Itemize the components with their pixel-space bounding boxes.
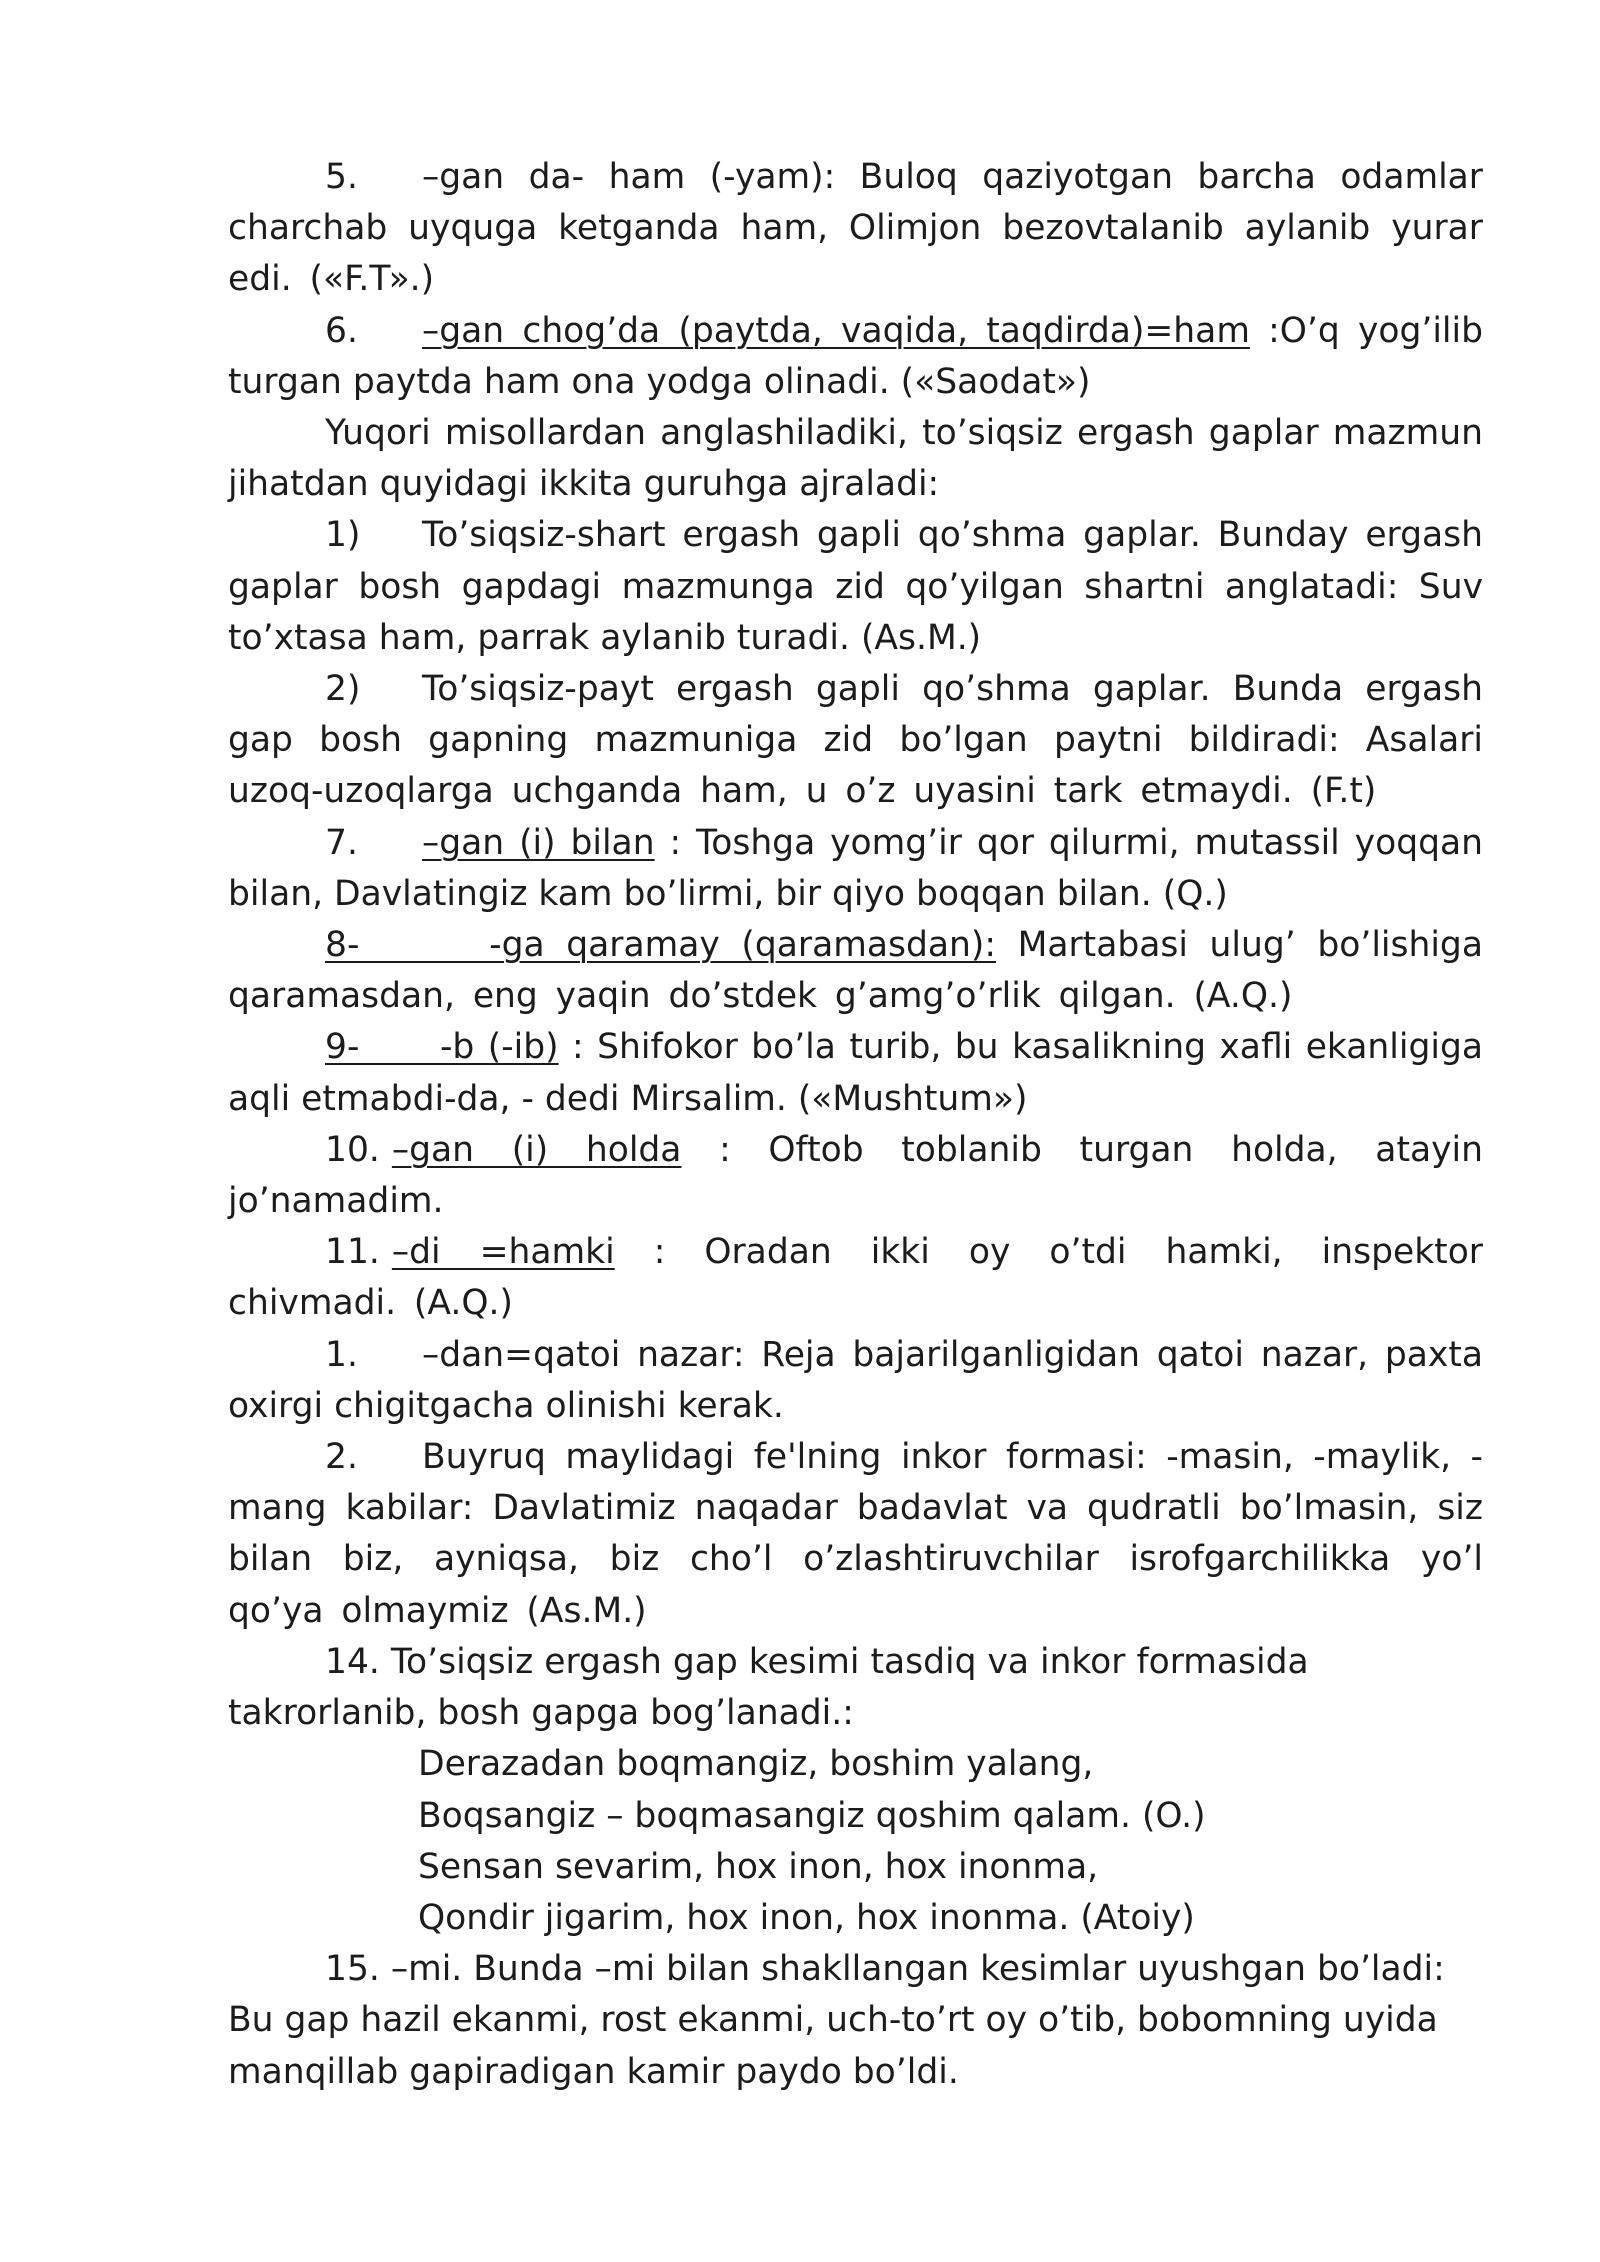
item-number: 6. [325, 310, 358, 351]
document-page [228, 152, 1483, 2098]
paragraph-item-13 [228, 1432, 1483, 1637]
poem-block [228, 1739, 1483, 1944]
paragraph-item-14: 14. To’siqsiz ergash gap kesimi tasdiq va inkor formasida takrorlanib, bosh gapga bog’lanadi.: [228, 1641, 1309, 1734]
poem-line: Boqsangiz – boqmasangiz qoshim qalam. (O.) [418, 1795, 1206, 1836]
item-text: : Toshga yomg’ir qor qilurmi, mutassil yoqqan bilan, Davlatingiz kam bo’lirmi, bir qiyo boqqan bilan. (Q.) [228, 822, 1484, 914]
paragraph-item-11 [228, 1227, 1483, 1329]
paragraph-item-12 [228, 1330, 1483, 1432]
item-text: Buyruq maylidagi fe'lning inkor formasi: -masin, -maylik, -mang kabilar: Davlatimiz naqadar badavlat va qudratli bo’lmasin, siz bilan biz, ayniqsa, biz cho’l o’zlashtiruvchilar isrofgarchilikka yo’l qo’ya olmaymiz (As.M.) [228, 1437, 1483, 1631]
item-number: 5. [325, 157, 358, 197]
paragraph-item-9 [228, 1022, 1483, 1124]
paragraph-item-10 [228, 1125, 1483, 1227]
item-number: 7. [325, 822, 358, 863]
item-number: 10. [325, 1129, 380, 1170]
poem-line: Qondir jigarim, hox inon, hox inonma. (Atoiy) [418, 1897, 1195, 1938]
item-text: –gan da- ham (-yam): Buloq qaziyotgan barcha odamlar charchab uyquga ketganda ham, Olimjon bezovtalanib aylanib yurar edi. («F.T».) [228, 157, 1483, 300]
item-number: 1. [325, 1334, 358, 1375]
group-item-1 [228, 510, 1483, 664]
paragraph-item-7 [228, 818, 1483, 920]
paragraph-item-15: 15. –mi. Bunda –mi bilan shakllangan kesimlar uyushgan bo’ladi: Bu gap hazil ekanmi, rost ekanmi, uch-to’rt oy o’tib, bobomning uyida manqillab gapiradigan kamir paydo bo’ldi. [228, 1949, 1445, 2092]
underlined-marker: –gan (i) holda [391, 1129, 682, 1170]
item-text: To’siqsiz-payt ergash gapli qo’shma gaplar. Bunda ergash gap bosh gapning mazmuniga zid bo’lgan paytni bildiradi: Asalari uzoq-uzoqlarga uchganda ham, u o’z uyasini tark etmaydi. (F.t) [228, 669, 1483, 812]
poem-line: Derazadan boqmangiz, boshim yalang, [418, 1744, 1094, 1785]
item-number: 2) [325, 669, 361, 710]
underlined-marker: 9- -b (-ib) [325, 1027, 559, 1068]
item-text: –dan=qatoi nazar: Reja bajarilganligidan qatoi nazar, paxta oxirgi chigitgacha olinishi kerak. [228, 1334, 1483, 1426]
item-text: Martabasi ulug’ bo’lishiga qaramasdan, eng yaqin do’stdek g’amg’o’rlik qilgan. (A.Q.) [228, 925, 1483, 1017]
item-number: 1) [325, 515, 361, 556]
item-text: : Oradan ikki oy o’tdi hamki, inspektor chivmadi. (A.Q.) [228, 1232, 1483, 1324]
underlined-marker: –di =hamki [391, 1232, 615, 1273]
item-number: 2. [325, 1437, 358, 1478]
underlined-marker: –gan (i) bilan [422, 822, 655, 863]
item-text: To’siqsiz-shart ergash gapli qo’shma gaplar. Bunday ergash gaplar bosh gapdagi mazmunga zid qo’yilgan shartni anglatadi: Suv to’xtasa ham, parrak aylanib turadi. (As.M.) [228, 515, 1483, 658]
intro-paragraph: Yuqori misollardan anglashiladiki, to’siqsiz ergash gaplar mazmun jihatdan quyidagi ikkita guruhga ajraladi: [228, 413, 1483, 505]
underlined-marker: 8- -ga qaramay (qaramasdan): [325, 925, 996, 966]
item-text: : Oftob toblanib turgan holda, atayin jo’namadim. [228, 1129, 1483, 1222]
paragraph-item-8 [228, 920, 1483, 1022]
poem-line: Sensan sevarim, hox inon, hox inonma, [418, 1846, 1099, 1887]
group-item-2 [228, 664, 1483, 818]
underlined-marker: –gan chog’da (paytda, vaqida, taqdirda)=ham [422, 310, 1250, 351]
paragraph-item-5 [228, 152, 1483, 306]
item-text: : Shifokor bo’la turib, bu kasalikning xafli ekanligiga aqli etmabdi-da, - dedi Mirsalim. («Mushtum») [228, 1027, 1483, 1119]
paragraph-item-6 [228, 306, 1483, 408]
item-number: 11. [325, 1232, 380, 1273]
item-text: :O’q yog’ilib turgan paytda ham ona yodga olinadi. («Saodat») [228, 310, 1483, 402]
